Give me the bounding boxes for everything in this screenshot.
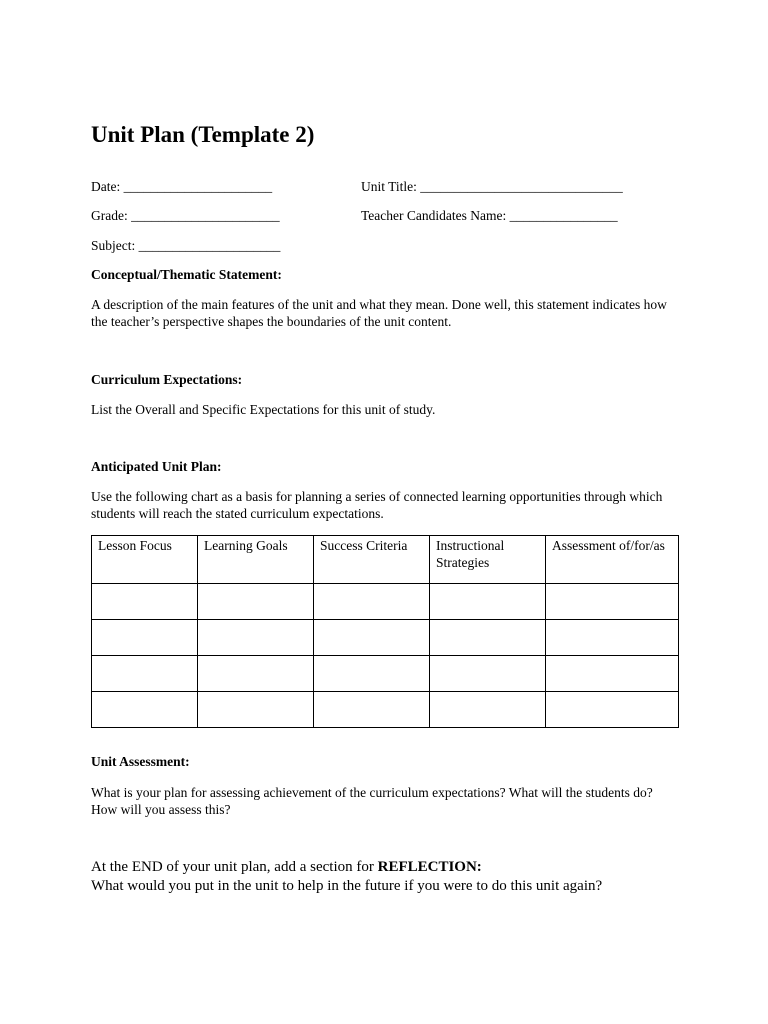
table-cell[interactable] bbox=[314, 584, 430, 620]
table-cell[interactable] bbox=[546, 620, 679, 656]
col-header-learning-goals: Learning Goals bbox=[198, 536, 314, 584]
page-title: Unit Plan (Template 2) bbox=[91, 122, 315, 147]
reflection-question: What would you put in the unit to help in the future if you were to do this unit again? bbox=[91, 878, 603, 894]
subject-field[interactable] bbox=[91, 238, 280, 254]
table-row bbox=[92, 584, 679, 620]
table-cell[interactable] bbox=[92, 620, 198, 656]
grade-field[interactable] bbox=[91, 208, 280, 224]
subject-blank[interactable]: _____________________ bbox=[138, 238, 281, 253]
assessment-text: What is your plan for assessing achievement of the curriculum expectations? What will the students do? How will you assess this? bbox=[91, 785, 653, 817]
table-cell[interactable] bbox=[430, 620, 546, 656]
col-header-success-criteria: Success Criteria bbox=[314, 536, 430, 584]
conceptual-text: A description of the main features of the unit and what they mean. Done well, this statement indicates how the teacher’s perspective shapes the boundaries of the unit content. bbox=[91, 297, 667, 329]
grade-label: Grade: bbox=[91, 208, 128, 223]
table-cell[interactable] bbox=[92, 584, 198, 620]
table-cell[interactable] bbox=[198, 692, 314, 728]
assessment-heading: Unit Assessment: bbox=[91, 754, 190, 769]
col-header-lesson-focus: Lesson Focus bbox=[92, 536, 198, 584]
date-field[interactable] bbox=[91, 179, 272, 195]
table-cell[interactable] bbox=[546, 656, 679, 692]
conceptual-heading: Conceptual/Thematic Statement: bbox=[91, 267, 282, 282]
anticipated-text: Use the following chart as a basis for planning a series of connected learning opportunities through which students will reach the stated curriculum expectations. bbox=[91, 489, 663, 521]
table-cell[interactable] bbox=[430, 692, 546, 728]
teacher-name-blank[interactable]: ________________ bbox=[509, 208, 618, 223]
table-cell[interactable] bbox=[92, 692, 198, 728]
table-cell[interactable] bbox=[430, 584, 546, 620]
anticipated-heading: Anticipated Unit Plan: bbox=[91, 459, 222, 474]
table-header-row bbox=[92, 536, 679, 584]
col-header-assessment: Assessment of/for/as bbox=[546, 536, 679, 584]
table-row bbox=[92, 620, 679, 656]
reflection-text: At the END of your unit plan, add a section for bbox=[91, 859, 378, 875]
table-cell[interactable] bbox=[314, 656, 430, 692]
col-header-instructional-strategies: Instructional Strategies bbox=[430, 536, 546, 584]
date-blank[interactable]: ______________________ bbox=[123, 179, 273, 194]
table-row bbox=[92, 656, 679, 692]
subject-label: Subject: bbox=[91, 238, 136, 253]
table-cell[interactable] bbox=[198, 656, 314, 692]
table-cell[interactable] bbox=[546, 584, 679, 620]
unit-title-blank[interactable]: ______________________________ bbox=[420, 179, 623, 194]
reflection-keyword: REFLECTION: bbox=[377, 859, 482, 875]
table-cell[interactable] bbox=[430, 656, 546, 692]
table-row bbox=[92, 692, 679, 728]
table-cell[interactable] bbox=[198, 584, 314, 620]
teacher-name-field[interactable] bbox=[361, 208, 618, 224]
reflection-line bbox=[91, 858, 731, 877]
date-label: Date: bbox=[91, 179, 121, 194]
table-cell[interactable] bbox=[314, 692, 430, 728]
unit-plan-table bbox=[91, 535, 679, 728]
unit-title-field[interactable] bbox=[361, 179, 623, 195]
table-cell[interactable] bbox=[92, 656, 198, 692]
table-cell[interactable] bbox=[198, 620, 314, 656]
curriculum-heading: Curriculum Expectations: bbox=[91, 372, 243, 387]
table-cell[interactable] bbox=[546, 692, 679, 728]
unit-title-label: Unit Title: bbox=[361, 179, 417, 194]
curriculum-text: List the Overall and Specific Expectations for this unit of study. bbox=[91, 402, 436, 417]
grade-blank[interactable]: ______________________ bbox=[131, 208, 280, 223]
teacher-name-label: Teacher Candidates Name: bbox=[361, 208, 507, 223]
table-cell[interactable] bbox=[314, 620, 430, 656]
